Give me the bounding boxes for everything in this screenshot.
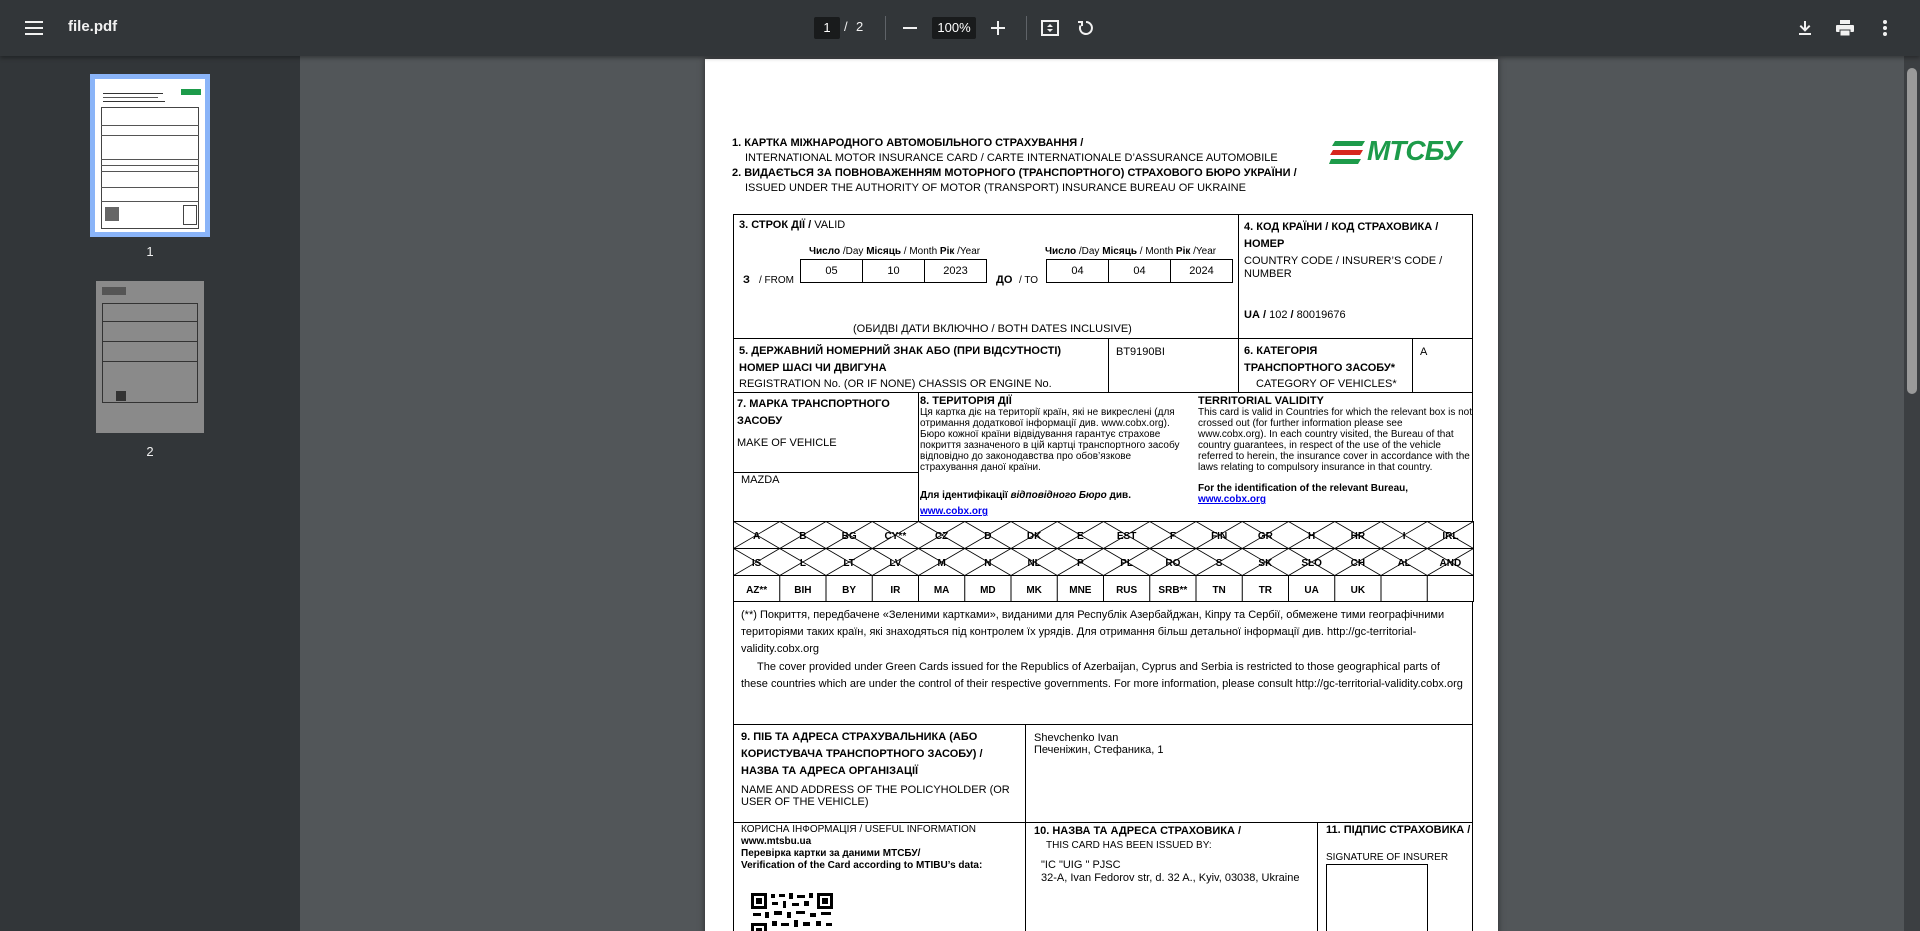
category-value: A (1420, 346, 1428, 358)
country-code: P (1077, 558, 1084, 569)
insurer-label-uk: 10. НАЗВА ТА АДРЕСА СТРАХОВИКА / (1034, 825, 1242, 837)
thumbnail-label: 1 (146, 244, 154, 259)
country-code: FIN (1211, 531, 1228, 542)
thumbnail-sidebar (0, 56, 300, 931)
zoom-in-button[interactable] (980, 10, 1016, 46)
useful-info-label: КОРИСНА ІНФОРМАЦІЯ / USEFUL INFORMATION (741, 824, 977, 835)
country-code: SLO (1301, 558, 1322, 569)
more-actions-button[interactable] (1867, 10, 1903, 46)
heading-line2-uk: 2. ВИДАЄТЬСЯ ЗА ПОВНОВАЖЕННЯМ МОТОРНОГО (ТРАНСПОРТНОГО) СТРАХОВОГО БЮРО УКРАЇНИ / (732, 167, 1297, 179)
to-prefix: ДО (996, 274, 1013, 286)
to-month: 04 (1108, 259, 1171, 283)
country-code: S (1215, 558, 1223, 569)
rotate-icon (1077, 19, 1095, 37)
pdf-toolbar (0, 0, 1920, 56)
country-code: LT (843, 558, 855, 569)
from-day: 05 (800, 259, 863, 283)
category-label-uk: 6. КАТЕГОРІЯ ТРАНСПОРТНОГО ЗАСОБУ* (1244, 345, 1396, 374)
file-title: file.pdf (68, 18, 118, 35)
country-code: AL (1397, 558, 1411, 569)
minus-icon (903, 21, 917, 35)
useful-info-site: www.mtsbu.ua (741, 836, 812, 847)
from-year: 2023 (924, 259, 987, 283)
country-code: UK (1350, 585, 1366, 596)
make-label-uk: 7. МАРКА ТРАНСПОРТНОГО ЗАСОБУ (737, 398, 890, 427)
country-code: CH (1350, 558, 1366, 569)
country-code: CZ (934, 531, 949, 542)
country-code-value: UA / 102 / 80019676 (1244, 309, 1346, 321)
territory-ident-en: For the identification of the relevant Bureau, (1198, 483, 1409, 494)
policyholder-name: Shevchenko Ivan (1034, 732, 1119, 744)
country-code: GR (1257, 531, 1273, 542)
make-value: MAZDA (741, 474, 780, 486)
country-code: IS (751, 558, 762, 569)
to-day: 04 (1046, 259, 1109, 283)
country-code: AND (1439, 558, 1462, 569)
make-label-en: MAKE OF VEHICLE (737, 437, 837, 449)
zoom-input[interactable]: 100% (932, 17, 976, 39)
heading-line1-en: INTERNATIONAL MOTOR INSURANCE CARD / CARTE INTERNATIONALE D’ASSURANCE AUTOMOBILE (745, 152, 1278, 164)
country-code: F (1169, 531, 1176, 542)
scrollbar-thumb[interactable] (1907, 68, 1917, 394)
rotate-button[interactable] (1068, 10, 1104, 46)
note-en: The cover provided under Green Cards issued for the Republics of Azerbaijan, Cyprus and Serbia is restricted to those geographical parts of these countries which are under the control of their respective governments. For more information, please consult http://gc-territorial-validity.cobx.org (741, 661, 1463, 690)
policyholder-address: Печеніжин, Стефаника, 1 (1034, 744, 1164, 756)
more-vert-icon (1883, 20, 1887, 36)
from-label: / FROM (759, 275, 794, 286)
country-code: IRL (1442, 531, 1459, 542)
toolbar-divider (1026, 16, 1027, 40)
country-code: M (937, 558, 946, 569)
country-code: RO (1165, 558, 1181, 569)
country-code: EST (1116, 531, 1137, 542)
territory-link-en[interactable]: www.cobx.org (1198, 494, 1266, 505)
category-label-en: CATEGORY OF VEHICLES* (1256, 378, 1397, 390)
insurer-label-en: THIS CARD HAS BEEN ISSUED BY: (1046, 840, 1212, 851)
qr-code-icon (750, 892, 834, 931)
country-code: N (984, 558, 992, 569)
page-number-input[interactable]: 1 (814, 17, 840, 39)
make-divider (733, 472, 919, 473)
country-grid (733, 521, 1474, 602)
plus-icon (991, 21, 1005, 35)
registration-label-uk: 5. ДЕРЖАВНИЙ НОМЕРНИЙ ЗНАК АБО (ПРИ ВІДСУТНОСТІ) НОМЕР ШАСІ ЧИ ДВИГУНА (739, 345, 1062, 374)
fit-page-button[interactable] (1032, 10, 1068, 46)
logo-text: МТСБУ (1367, 135, 1461, 166)
territory-label-en: TERRITORIAL VALIDITY (1198, 395, 1324, 407)
country-code: UA (1304, 585, 1319, 596)
policyholder-label-uk: 9. ПІБ ТА АДРЕСА СТРАХУВАЛЬНИКА (АБО КОРИСТУВАЧА ТРАНСПОРТНОГО ЗАСОБУ) / НАЗВА ТА АДРЕСА ОРГАНІЗАЦІЇ (741, 731, 983, 777)
date-col-header: Число /Day Місяць / Month Рік /Year (1045, 246, 1217, 257)
logo-stripes-icon (1329, 139, 1365, 167)
country-code: BY (842, 585, 857, 596)
print-icon (1836, 20, 1854, 36)
country-code: SK (1258, 558, 1273, 569)
country-code: PL (1120, 558, 1134, 569)
thumbnail-label: 2 (146, 444, 154, 459)
validity-label: 3. СТРОК ДІЇ / VALID (739, 219, 846, 231)
registration-value: BT9190BI (1116, 346, 1165, 358)
country-code: CY** (884, 531, 907, 542)
country-code: E (1077, 531, 1084, 542)
country-code: MA (933, 585, 950, 596)
country-code: L (799, 558, 806, 569)
territory-text-uk: Ця картка діє на території країн, які не викреслені (для отримання додаткової інформації див. www.cobx.org). Бюро кожної країни відвідування гарантує страхове покриття зазначеного в цій картці транспортного засобу відповідно до законодавства про обов’язкове страхування даної країни. (920, 407, 1180, 473)
territory-link-uk[interactable]: www.cobx.org (920, 506, 988, 517)
vertical-scrollbar[interactable] (1904, 56, 1920, 931)
country-code: D (984, 531, 992, 542)
country-code: A (753, 531, 761, 542)
to-year: 2024 (1170, 259, 1233, 283)
signature-area (1326, 864, 1428, 931)
heading-line2-en: ISSUED UNDER THE AUTHORITY OF MOTOR (TRANSPORT) INSURANCE BUREAU OF UKRAINE (745, 182, 1246, 194)
country-code: DK (1026, 531, 1042, 542)
dates-inclusive-note: (ОБИДВІ ДАТИ ВКЛЮЧНО / BOTH DATES INCLUSIVE) (853, 323, 1132, 335)
country-code-label-en: COUNTRY CODE / INSURER’S CODE / NUMBER (1244, 255, 1443, 280)
page-separator: / (844, 19, 848, 34)
territory-ident-uk: Для ідентифікації відповідного Бюро див. (920, 490, 1131, 501)
country-code: TR (1258, 585, 1273, 596)
mtsbu-logo (1329, 137, 1474, 169)
registration-label-en: REGISTRATION No. (OR IF NONE) CHASSIS OR ENGINE No. (739, 378, 1052, 390)
country-code: TN (1212, 585, 1226, 596)
country-code: HR (1350, 531, 1366, 542)
verify-uk: Перевірка картки за даними МТСБУ/ (741, 848, 921, 859)
territory-label-uk: 8. ТЕРИТОРІЯ ДІЇ (920, 395, 1012, 407)
policyholder-label-en: NAME AND ADDRESS OF THE POLICYHOLDER (OR USER OF THE VEHICLE) (741, 784, 1010, 808)
country-code: I (1402, 531, 1406, 542)
country-code: B (799, 531, 807, 542)
insurer-address: 32-A, Ivan Fedorov str, d. 32 A., Kyiv, 03038, Ukraine (1041, 872, 1300, 884)
country-code: LV (889, 558, 902, 569)
page-total: 2 (856, 19, 864, 34)
country-code: MK (1026, 585, 1042, 596)
insurer-name: "IC "UIG " PJSC (1041, 859, 1121, 871)
download-button[interactable] (1787, 10, 1823, 46)
signature-label-en: SIGNATURE OF INSURER (1326, 852, 1449, 863)
country-code: AZ** (746, 585, 768, 596)
zoom-out-button[interactable] (892, 10, 928, 46)
country-code: MNE (1069, 585, 1092, 596)
pdf-page (705, 59, 1498, 931)
signature-label-uk: 11. ПІДПИС СТРАХОВИКА / (1326, 824, 1471, 836)
from-month: 10 (862, 259, 925, 283)
heading-line1-uk: 1. КАРТКА МІЖНАРОДНОГО АВТОМОБІЛЬНОГО СТРАХУВАННЯ / (732, 137, 1084, 149)
to-label: / TO (1019, 275, 1039, 286)
country-code: SRB** (1158, 585, 1188, 596)
page-thumbnail-2[interactable] (96, 281, 204, 433)
download-icon (1797, 20, 1813, 36)
menu-icon[interactable] (16, 10, 52, 46)
page-thumbnail-1[interactable] (90, 74, 210, 237)
country-code: RUS (1116, 585, 1138, 596)
country-code: NL (1027, 558, 1041, 569)
country-code: IR (890, 585, 901, 596)
verify-en: Verification of the Card according to MTIBU’s data: (741, 860, 983, 871)
note-uk: (**) Покриття, передбачене «Зеленими картками», виданими для Республік Азербайджан, Кіпру та Сербії, обмежене тими географічними територіями таких країн, які знаходяться під контролем їх урядів. Для отримання більш детальної інформації див. http://gc-territorial-validity.cobx.org (741, 609, 1445, 655)
from-prefix: З (743, 274, 750, 286)
country-code: MD (980, 585, 996, 596)
fit-page-icon (1041, 20, 1059, 36)
country-code: H (1308, 531, 1316, 542)
print-button[interactable] (1827, 10, 1863, 46)
date-col-header: Число /Day Місяць / Month Рік /Year (809, 246, 981, 257)
toolbar-divider (885, 16, 886, 40)
country-code-label-uk: 4. КОД КРАЇНИ / КОД СТРАХОВИКА / НОМЕР (1244, 221, 1439, 250)
territory-text-en: This card is valid in Countries for which the relevant box is not crossed out (for further information please see www.cobx.org). In each country visited, the Bureau of that country guarantees, in respect of the use of the vehicle referred to herein, the insurance cover in accordance with the laws relating to compulsory insurance in that country. (1198, 407, 1473, 473)
country-code: BG (841, 531, 857, 542)
country-code: BIH (794, 585, 812, 596)
